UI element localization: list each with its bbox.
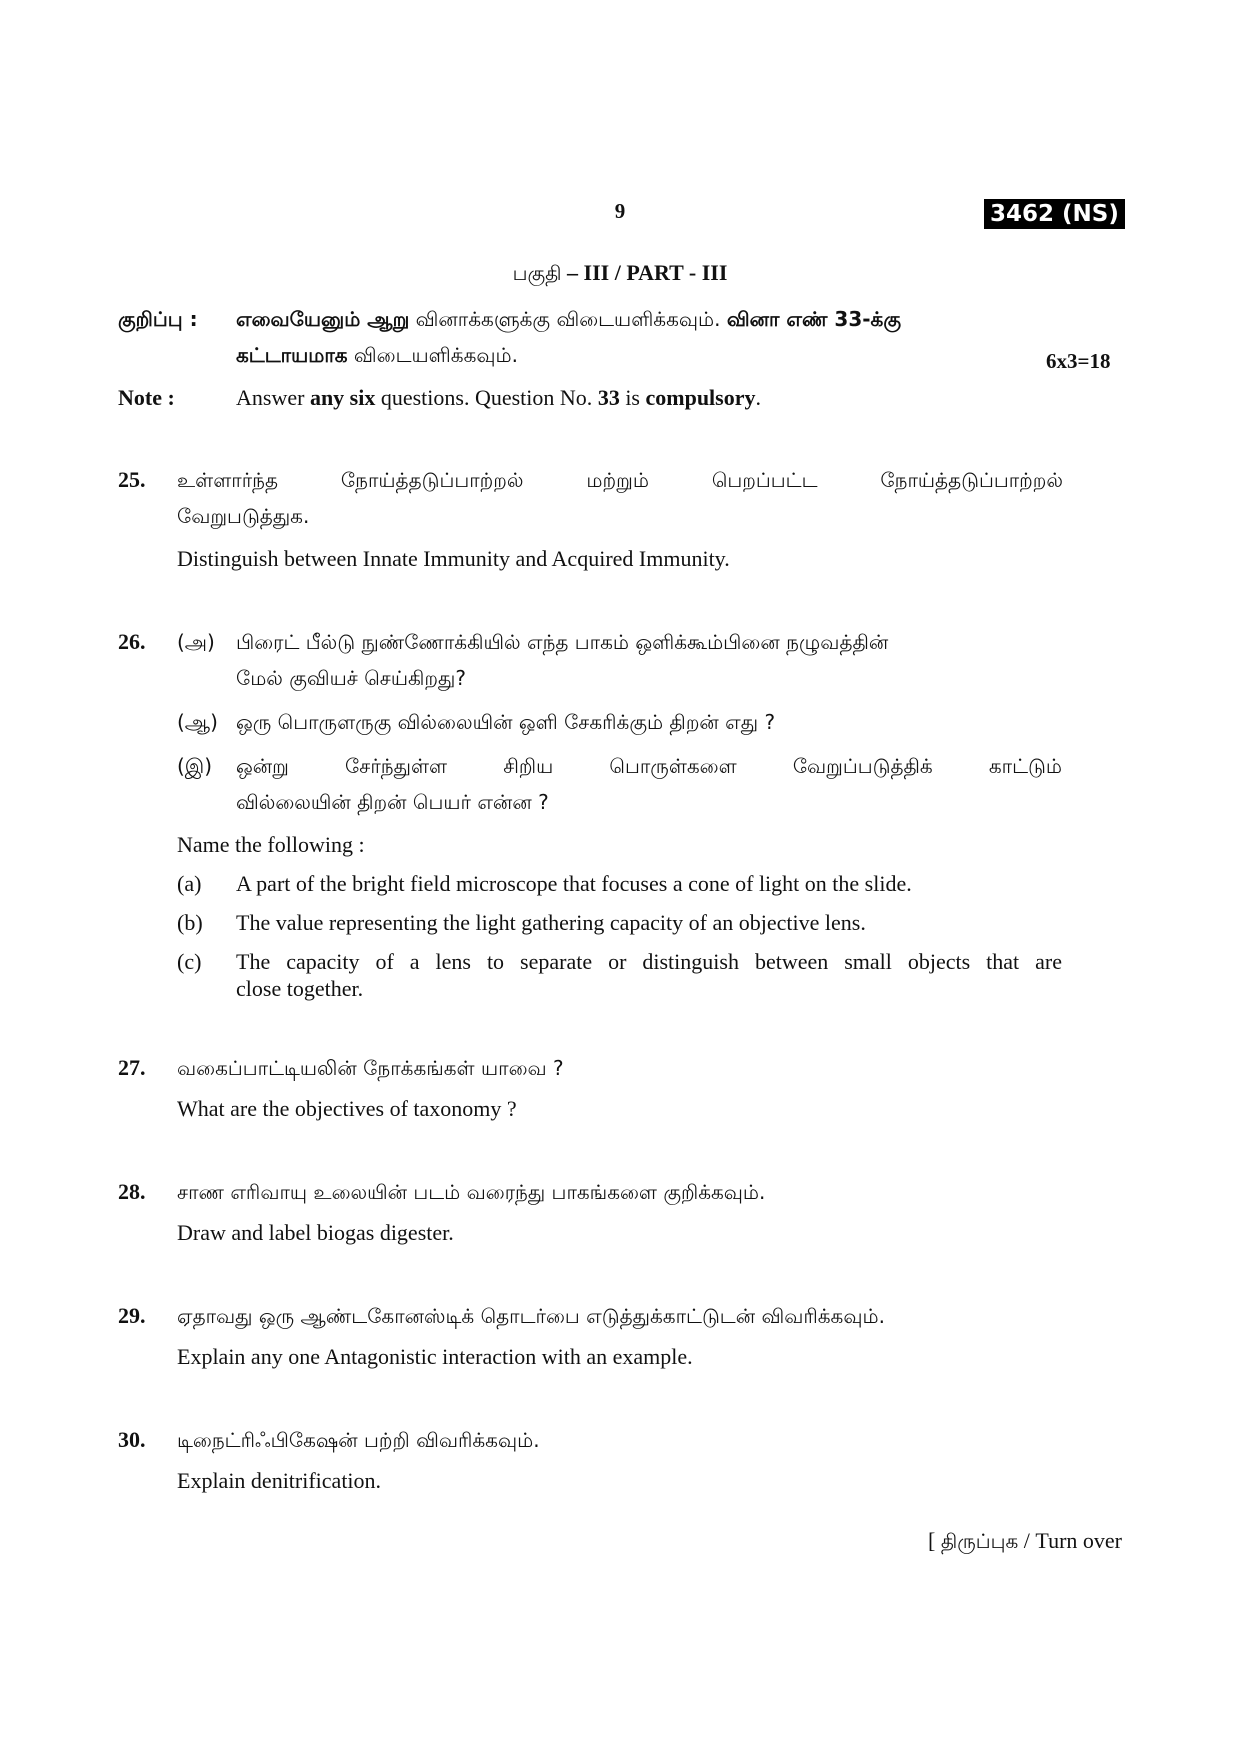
question-27-tamil: வகைப்பாட்டியலின் நோக்கங்கள் யாவை ?	[177, 1056, 564, 1080]
note-en-part4: .	[755, 385, 761, 410]
question-29-english: Explain any one Antagonistic interaction with an example.	[177, 1344, 693, 1369]
question-26-en-c-label: (c)	[177, 949, 202, 974]
question-26-ta-a-line1: பிரைட் பீல்டு நுண்ணோக்கியில் எந்த பாகம் ஒளிக்கூம்பினை நழுவத்தின்	[236, 630, 889, 654]
note-tamil-line1	[236, 306, 901, 332]
question-26-en-b: The value representing the light gathering capacity of an objective lens.	[236, 910, 866, 935]
note-tamil-label: குறிப்பு :	[118, 307, 198, 331]
page-number: 9	[614, 199, 626, 223]
question-26-ta-b-line1: ஒரு பொருளருகு வில்லையின் ஒளி சேகரிக்கும் திறன் எது ?	[236, 710, 776, 734]
question-28-number: 28.	[118, 1179, 146, 1204]
turn-over-english: / Turn over	[1018, 1528, 1122, 1553]
question-26-ta-c-label: (இ)	[177, 754, 213, 778]
note-tamil-line2	[236, 342, 518, 368]
note-en-part3: is	[619, 385, 646, 410]
marks-label: 6x3=18	[1046, 349, 1111, 373]
question-26-en-a: A part of the bright field microscope that focuses a cone of light on the slide.	[236, 871, 912, 896]
question-26-en-a-label: (a)	[177, 871, 202, 896]
question-25-tamil-line2: வேறுபடுத்துக.	[177, 504, 310, 528]
question-26-ta-a-line2: மேல் குவியச் செய்கிறது?	[236, 666, 466, 690]
question-26-number: 26.	[118, 629, 146, 654]
note-english-label: Note :	[118, 385, 175, 410]
note-en-bold2: 33	[597, 385, 620, 410]
note-english-text	[236, 384, 761, 413]
paper-code-badge: 3462 (NS)	[984, 199, 1125, 229]
question-28-tamil: சாண எரிவாயு உலையின் படம் வரைந்து பாகங்களை குறிக்கவும்.	[177, 1180, 766, 1204]
question-27-english: What are the objectives of taxonomy ?	[177, 1096, 517, 1121]
question-26-en-b-label: (b)	[177, 910, 203, 935]
question-25-english: Distinguish between Innate Immunity and Acquired Immunity.	[177, 546, 730, 571]
question-26-ta-c-line2: வில்லையின் திறன் பெயர் என்ன ?	[236, 790, 549, 814]
note-tamil-bold-a: எவையேனும் ஆறு	[236, 307, 410, 331]
note-tamil-bold-c: கட்டாயமாக	[236, 343, 348, 367]
question-26-ta-b-label: (ஆ)	[177, 710, 218, 734]
note-en-part2: questions. Question No.	[375, 385, 598, 410]
question-25-tamil-line1: உள்ளார்ந்த நோய்த்தடுப்பாற்றல் மற்றும் பெறப்பட்ட நோய்த்தடுப்பாற்றல்	[177, 468, 1063, 492]
question-28-english: Draw and label biogas digester.	[177, 1220, 454, 1245]
question-29-number: 29.	[118, 1303, 146, 1328]
turn-over-tamil: திருப்புக	[940, 1529, 1019, 1553]
part-heading-english: – III / PART - III	[561, 260, 728, 285]
question-27-number: 27.	[118, 1055, 146, 1080]
question-26-en-c-line1: The capacity of a lens to separate or distinguish between small objects that are	[236, 949, 1062, 974]
turn-over-label	[928, 1527, 1122, 1556]
note-tamil-text-b: விடையளிக்கவும்.	[347, 343, 518, 367]
note-en-bold3: compulsory	[645, 385, 756, 410]
note-tamil-bold-b: வினா எண் 33-க்கு	[726, 307, 902, 331]
question-26-en-c-line2: close together.	[236, 976, 364, 1001]
turn-over-bracket: [	[927, 1528, 941, 1553]
question-26-ta-a-label: (அ)	[177, 630, 215, 654]
question-26-ta-c-line1: ஒன்று சேர்ந்துள்ள சிறிய பொருள்களை வேறுப்படுத்திக் காட்டும்	[236, 754, 1062, 778]
question-25-number: 25.	[118, 467, 146, 492]
question-29-tamil: ஏதாவது ஒரு ஆண்டகோனஸ்டிக் தொடர்பை எடுத்துக்காட்டுடன் விவரிக்கவும்.	[177, 1304, 885, 1328]
part-heading	[0, 259, 1240, 288]
note-tamil-text-a: வினாக்களுக்கு விடையளிக்கவும்.	[409, 307, 727, 331]
note-en-bold1: any six	[309, 385, 376, 410]
part-heading-tamil: பகுதி	[512, 261, 562, 285]
question-30-tamil: டிநைட்ரிஃபிகேஷன் பற்றி விவரிக்கவும்.	[177, 1428, 540, 1452]
question-30-english: Explain denitrification.	[177, 1468, 382, 1493]
question-26-english-intro: Name the following :	[177, 832, 365, 857]
question-30-number: 30.	[118, 1427, 146, 1452]
note-en-part1: Answer	[236, 385, 310, 410]
